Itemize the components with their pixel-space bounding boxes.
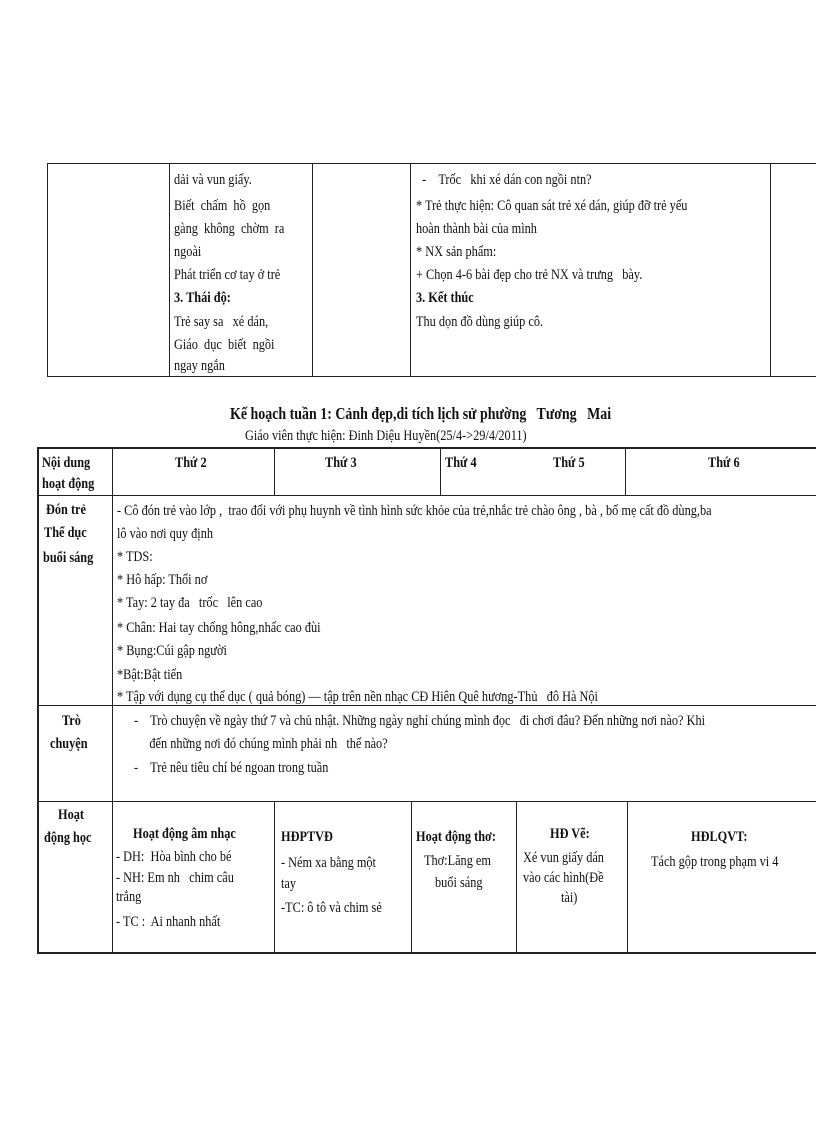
thu-line-1: Xé vun giấy dán	[523, 850, 604, 866]
morning-label-2: Thể dục	[44, 525, 87, 541]
chat-line-3: - Trẻ nêu tiêu chí bé ngoan trong tuần	[134, 760, 329, 776]
plan-title: Kế hoạch tuần 1: Cảnh đẹp,di tích lịch sử phường Tương Mai	[230, 404, 612, 423]
top-col4-line-5: + Chọn 4-6 bài đẹp cho trẻ NX và trưng bày.	[416, 267, 643, 283]
mon-title: Hoạt động âm nhạc	[133, 826, 236, 842]
fri-title: HĐLQVT:	[691, 829, 748, 845]
morning-line-5: * Tay: 2 tay đa trốc lên cao	[117, 595, 263, 611]
mon-line-1: - DH: Hòa bình cho bé	[116, 849, 232, 865]
top-col4-line-4: * NX sản phẩm:	[416, 244, 497, 260]
learning-label-2: động học	[44, 830, 92, 846]
morning-label-3: buổi sáng	[43, 550, 94, 566]
top-col2-line-2: Biết chấm hồ gọn	[174, 198, 271, 214]
tue-line-1: - Ném xa bằng một	[281, 855, 376, 871]
tue-line-3: -TC: ô tô và chim sẻ	[281, 900, 382, 916]
wed-line-1: Thơ:Lăng em	[424, 853, 491, 869]
thu-line-3: tài)	[561, 890, 578, 906]
top-col2-line-5: Phát triển cơ tay ở trẻ	[174, 267, 281, 283]
morning-line-3: * TDS:	[117, 549, 153, 565]
thu-line-2: vào các hình(Đề	[523, 870, 604, 886]
top-col2-after-3: ngay ngắn	[174, 358, 225, 374]
header-thu-5: Thứ 5	[553, 455, 585, 471]
top-col2-after-2: Giáo dục biết ngồi	[174, 337, 275, 353]
mon-line-3: trắng	[116, 889, 142, 905]
top-col2-line-3: gàng không chờm ra	[174, 221, 285, 237]
top-col4-line-3: hoàn thành bài của mình	[416, 221, 537, 237]
tue-title: HĐPTVĐ	[281, 829, 333, 845]
chat-line-2: đến những nơi đó chúng mình phải nh thế nào?	[134, 736, 388, 752]
wed-line-2: buổi sáng	[435, 875, 483, 891]
thu-title: HĐ Vẽ:	[550, 826, 590, 842]
top-col2-after-1: Trẻ say sa xé dán,	[174, 314, 269, 330]
top-col2-heading: 3. Thái độ:	[174, 290, 231, 306]
top-col4-heading: 3. Kết thúc	[416, 290, 474, 306]
chat-line-1: - Trò chuyện về ngày thứ 7 và chủ nhật. Những ngày nghỉ chúng mình đọc đi chơi đâu? Đến những nơi nào? Khi	[134, 713, 706, 729]
morning-label-1: Đón trẻ	[46, 502, 86, 518]
top-col4-after: Thu dọn đồ dùng giúp cô.	[416, 314, 544, 330]
morning-line-8: *Bật:Bật tiến	[117, 667, 183, 683]
mon-line-4: - TC : Ai nhanh nhất	[116, 914, 221, 930]
morning-line-7: * Bụng:Cúi gập người	[117, 643, 227, 659]
wed-title: Hoạt động thơ:	[416, 829, 496, 845]
header-thu-4: Thứ 4	[445, 455, 477, 471]
morning-line-1: - Cô đón trẻ vào lớp , trao đổi với phụ huynh về tình hình sức khỏe của trẻ,nhắc trẻ chào ông , bà , bố mẹ cất đồ dùng,ba	[117, 503, 712, 519]
top-col2-line-1: dải và vun giấy.	[174, 172, 252, 188]
top-col4-line-2: * Trẻ thực hiện: Cô quan sát trẻ xé dán, giúp đỡ trẻ yếu	[416, 198, 688, 214]
morning-line-6: * Chân: Hai tay chống hông,nhấc cao đùi	[117, 620, 321, 636]
top-col2-line-4: ngoài	[174, 244, 202, 260]
header-content-line1: Nội dung	[42, 455, 91, 471]
header-content-line2: hoạt động	[42, 476, 95, 492]
chat-label-2: chuyện	[50, 736, 88, 752]
morning-line-4: * Hô hấp: Thổi nơ	[117, 572, 208, 588]
header-thu-2: Thứ 2	[175, 455, 207, 471]
learning-label-1: Hoạt	[58, 807, 84, 823]
top-col4-line-1: - Trốc khi xé dán con ngồi ntn?	[416, 172, 592, 188]
plan-subtitle: Giáo viên thực hiện: Đinh Diệu Huyền(25/4->29/4/2011)	[245, 428, 527, 444]
mon-line-2: - NH: Em nh chim câu	[116, 870, 234, 886]
header-thu-3: Thứ 3	[325, 455, 357, 471]
chat-label-1: Trò	[62, 713, 81, 729]
fri-line-1: Tách gộp trong phạm vi 4	[651, 854, 779, 870]
tue-line-2: tay	[281, 876, 297, 892]
header-thu-6: Thứ 6	[708, 455, 740, 471]
morning-line-9: * Tập với dụng cụ thể dục ( quả bóng) — tập trên nền nhạc CĐ Hiên Quê hương-Thủ đô Hà Nội	[117, 689, 598, 705]
morning-line-2: lô vào nơi quy định	[117, 526, 214, 542]
